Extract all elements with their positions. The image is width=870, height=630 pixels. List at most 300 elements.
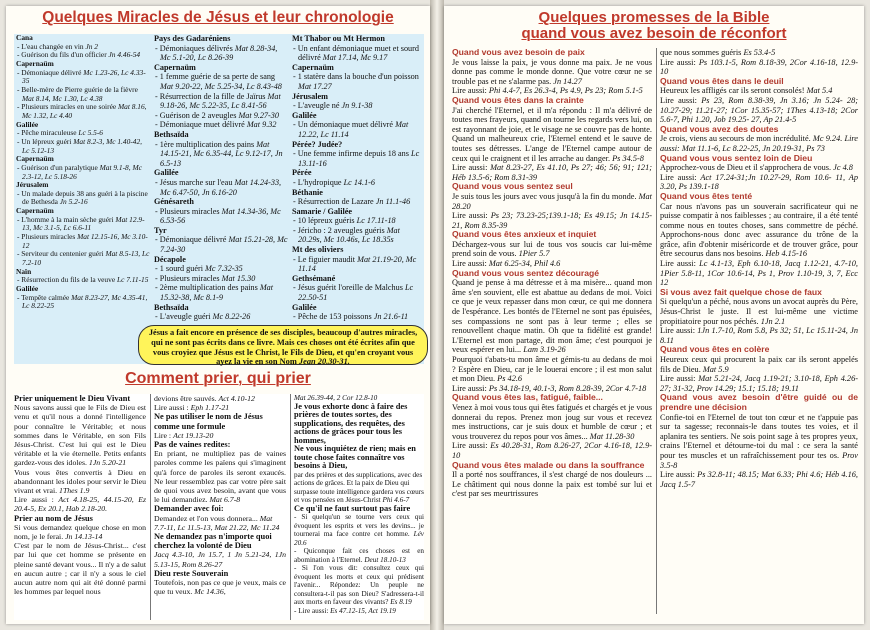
section-heading: Pas de vaines redites: [154,440,231,450]
miracles-column-1 [16,34,150,311]
entry [154,312,288,322]
entry-text: - Le figuier maudit [293,254,358,264]
entry-text: devions être sauvés. [154,394,219,403]
scripture-reference: Ps 34.5-8 [612,153,644,163]
entry-text: - Quiconque fait ces choses est en abomination à l'Eternel. [294,547,424,564]
section-heading: Si vous avez fait quelque chose de faux [660,286,822,297]
entry [452,240,652,259]
entry [660,134,858,153]
scripture-reference: Deut 18.10-13 [364,555,406,564]
entry [154,120,288,130]
scripture-reference: Ps 103.1-5, Rom 8.18-39, 2Cor 4.16-18, 12.9-10 [660,57,858,77]
entry [292,120,422,139]
section-heading: Quand vous êtes tenté [660,190,753,201]
entry [452,403,652,441]
scripture-reference: Mat 20.29s, Mc 10.46s, Lc 18.35s [298,225,400,245]
section-heading: Quand vous êtes en colère [660,344,770,355]
entry [660,173,858,192]
entry [292,149,422,168]
entry [292,178,422,188]
promises-column-2 [660,48,858,489]
entry-text: Lire aussi: [660,326,698,336]
section-heading: Cana [16,33,33,42]
scripture-reference: Jn 4.46-54 [108,50,141,60]
scripture-reference: 1Jn 2.1 [760,316,786,326]
scripture-reference: Jn 14.27 [553,76,582,86]
entry-text: - 2ème multiplication des pains [155,283,260,293]
entry-text: Vous vous êtes convertis à Dieu en abandonnant les idoles pour servir le Dieu vivant et vrai. [14,467,146,496]
scripture-reference: Mat 14.24-33, Mc 6.47-50, Jn 6.16-20 [160,177,282,197]
scripture-reference: Mat 21.19-20, Mc 11.14 [298,254,417,274]
entry [660,48,858,58]
entry [154,92,288,111]
scripture-reference: 1Pier 5.7 [518,249,550,259]
entry-text: - L'aveugle né [293,101,342,111]
section-heading: Dieu reste Souverain [154,568,229,578]
entry-text: Car nous n'avons pas un souverain sacrificateur qui ne puisse compatir à nos faiblesses ; au contraire, il a été tenté comme nous en toutes choses, sans commettre de péché. Approchons-nous donc avec assurance du trône de la grâce, afin d'obtenir miséricorde et de trouver grâce, pour être secourus dans nos besoins. [660,201,858,259]
entry-text: - Si quelqu'un se tourne vers ceux qui évoquent les esprits et vers les devins... je tournerai ma face contre cet homme. [294,513,424,538]
section-heading: Galilée [16,284,39,294]
scripture-reference: Act 17.24-31;Jn 10.27-29, Rom 10.6- 11, Ap 3.20, Ps 139.1-18 [660,172,858,192]
section-heading: Galilée [292,110,317,120]
scripture-reference: Es 53.4-5 [743,48,776,57]
scripture-reference: Lc 22.50-51 [298,283,414,303]
entry [292,44,422,63]
entry [292,226,422,245]
scripture-reference: Mat 5.21-24, Jacq 1.19-21; 3.10-18, Eph 4.26-27; 31-32, Prov 14.29; 15.1; 15.18; 19.11 [660,374,858,393]
scripture-reference: Prov 3.5-8 [660,450,858,470]
entry [294,547,424,564]
entry-text: - Un malade depuis 38 ans guéri à la piscine de Bethesda [17,188,148,207]
scripture-reference: Mat 8.2-3, Mc 1.40-42, Lc 5.12-13 [22,136,142,155]
entry-text: - 1 femme guérie de sa perte de sang [155,72,276,82]
left-page [6,6,430,624]
entry [452,278,652,355]
section-heading: Galilée [292,302,317,312]
section-heading: Bethsaïda [154,302,189,312]
section-heading: Quand vous vous sentez découragé [452,267,600,278]
entry [154,207,288,226]
highlight-ref: Jean 20.30-31. [298,357,350,367]
entry-text: - Jésus marche sur l'eau [155,177,235,187]
entry [452,441,652,460]
entry-text: - L'hydropique [293,177,344,187]
entry-text: - Un démoniaque muet délivré [293,120,396,130]
scripture-reference: Mat 15.30 [221,273,256,283]
entry-text: - Jésus guérit l'oreille de Malchus [293,283,405,293]
promises-column-1 [452,48,652,499]
entry [16,216,150,233]
section-heading: Pays des Gadaréniens [154,34,231,43]
scripture-reference: Mc 1.23-26, Lc 4.33-35 [22,67,146,86]
section-heading: Prier au nom de Jésus [14,513,93,523]
entry-text: C'est par le nom de Jésus-Christ... c'est par lui que cet homme se présente en pleine santé devant vous... Il n'y a de salut en aucun autre ; car il n'y a sous le ciel aucun autre nom qui ait été donné parmi les hommes par lequel nous [14,541,146,597]
entry [660,58,858,77]
entry-text: - Démoniaques délivrés [155,43,235,53]
entry-text: Lire aussi: [452,163,491,173]
entry [660,96,858,125]
entry [292,101,422,111]
scripture-reference: Phi 4.4-7, Es 26.3-4, Ps 4.9, Ps 23; Rom 5.1-5 [488,86,643,96]
entry [452,192,652,211]
section-heading: Quand vous vous sentez seul [452,181,573,192]
section-heading: Quand vous êtes anxieux et inquiet [452,229,597,240]
section-heading: Je vous exhorte donc à faire des prières de toutes sortes, des supplications, des requêtes, des actions de grâces pour tous les hommes, [294,401,408,445]
entry-text: Lire aussi: [452,259,489,269]
entry-text: Il a porté nos souffrances, il s'est chargé de nos douleurs ... Le châtiment qui nous donne la paix est tombé sur lui et c'est par ses meurtrissures [452,470,652,499]
entry [154,283,288,302]
entry [292,255,422,274]
promises-title [444,6,864,46]
scripture-reference: Mat 12.15-16, Mc 3.10-12 [22,232,148,250]
entry-text: - 1 sourd guéri [155,264,206,274]
scripture-reference: Ps 34.18-19, 40.1-3, Rom 8.28-39, 2Cor 4.7-18 [488,383,647,393]
section-heading: Ce qu'il ne faut surtout pas faire [294,503,411,513]
entry [154,449,286,504]
section-heading: Quand vous avez des doutes [660,123,779,134]
promises-title-line-2: quand vous avez besoin de réconfort [521,24,787,42]
scripture-reference: Lév 20.6 [294,530,424,547]
entry [292,312,422,322]
scripture-reference: Mat 9.27-30 [238,110,279,120]
entry-text: Lire aussi: [452,383,489,393]
entry-text: - Pêche miraculeuse [17,128,79,138]
scripture-reference: Mat 9.18-26, Mc 5.22-35, Lc 8.41-56 [160,91,281,111]
entry [292,72,422,91]
section-heading: Capernaüm [16,206,54,216]
scripture-reference: 1Thes 1.9 [59,486,90,496]
highlight-text: Jésus a fait encore en présence de ses disciples, beaucoup d'autres miracles, qui ne sont pas écrits dans ce livre. Mais ces choses ont été écrites afin que vous croyiez que Jésus est le Christ, le Fils de Dieu, et qu'en croyant vous ayez la vie en son Nom [148,328,418,367]
entry [16,190,150,207]
miracles-column-3 [292,34,422,322]
entry-text: - L'homme à la main sèche guéri [17,214,116,224]
section-heading: Quand vous avez besoin d'être guidé ou de prendre une décision [660,392,858,412]
scripture-reference: Mc 9.24. Lire aussi: Mat 11.1-6, Lc 8.22-25, Jn 20.19-31, Ps 73 [660,134,858,153]
entry [14,495,146,513]
entry-text: Je vous laisse la paix, je vous donne ma paix. Je ne vous donne pas comme le monde donne. Que votre cœur ne se trouble pas et ne s'alarme pas. [452,57,652,86]
entry [660,202,858,260]
scripture-reference: Mc 7.32-35 [205,264,243,274]
entry-text: J'ai cherché l'Eternel, et il m'a répondu : Il m'a délivré de toutes mes frayeurs, quand on tourne les regards vers lui, on est rayonnant de joie, et le visage ne se couvre pas de honte. Quand un malheureux crie, l'Eternel entend et le sauve de toutes ses détresses. L'ange de l'Eternel campe autour de ceux qui le craignent et il les arrache au danger. [452,105,652,163]
scripture-reference: Ps 32.8-11; 48.15; Mat 6.33; Phi 4.6; Héb 4.16, Jacq 1.5-7 [660,470,858,489]
prayer-title: Comment prier, qui prier [125,370,311,387]
entry-text: - Résurrection du fils de la veuve [17,275,117,285]
entry-text: Si quelqu'un a péché, nous avons un avocat auprès du Père, Jésus-Christ le juste. Il est lui-même une victime propitiatoire pour nos péchés. [660,297,858,326]
scripture-reference: Jc 4.8 [833,163,853,173]
column-divider [656,48,657,614]
scripture-reference: Mat 17.27 [298,81,332,91]
entry-text: - Jéricho : 2 aveugles guéris [293,225,387,235]
miracles-title: Quelques Miracles de Jésus et leur chronologie [42,9,394,26]
scripture-reference: Mat 9.1-8, Mc 2.3-12, Lc 5.18-26 [22,162,142,181]
entry-text: Lire aussi: [452,211,491,221]
section-heading: Galilée [154,168,179,178]
entry-text: - Démoniaque muet délivré [155,120,247,130]
entry-text: Lire aussi: [660,470,698,480]
entry-text: Lire aussi: [660,95,702,105]
entry-text: - Démoniaque délivré [155,235,229,245]
entry-text: Approchez-vous de Dieu et il s'approchera de vous. [660,163,834,173]
entry-text: - Un lépreux guéri [17,136,74,146]
scripture-reference: Mat 28.20 [452,191,652,211]
entry-text: Lire aussi: [452,441,491,451]
scripture-reference: Mat 9.20-22, Mc 5.25-34, Lc 8.43-48 [160,81,282,91]
entry-text: - Démoniaque délivré [17,67,84,77]
section-heading: Ne pas utiliser le nom de Jésus comme une formule [154,412,263,431]
section-heading: Galilée [16,119,39,129]
scripture-reference: 1Jn 1.7-10, Rom 5.8, Ps 32; 51, Lc 15.11-24, Jn 8.11 [660,326,858,345]
entry [660,259,858,288]
entry [452,211,652,230]
entry-text: Lire : [154,430,174,440]
scripture-reference: Jn 5.2-16 [59,197,88,207]
column-divider [150,394,151,620]
entry [660,163,858,173]
entry [154,514,286,532]
scripture-reference: Jn 21.6-11 [373,312,409,322]
section-heading: Quand vous êtes malade ou dans la souffrance [452,459,645,470]
scripture-reference: Jn 9.1-38 [341,101,373,111]
prayer-box [14,394,424,620]
entry [292,197,422,207]
scripture-reference: Mat 12.9-13, Mc 3.1-5, Lc 6.6-11 [22,214,145,233]
section-heading: Génésareth [154,197,194,207]
section-heading: Mt des oliviers [292,245,344,255]
entry [294,513,424,547]
scripture-reference: Lc 14.1-6 [343,177,375,187]
entry-text: - Plusieurs miracles [17,232,78,242]
entry-text: - Lire aussi: [294,606,331,615]
section-heading: Capernaüm [16,154,54,164]
scripture-reference: Mat 26.39-44, 2 Cor 12.8-10 [294,394,378,402]
entry [452,355,652,384]
entry-text: - Plusieurs miracles [155,273,222,283]
entry [14,468,146,496]
scripture-reference: Mat 15.21-28, Mc 7.24-30 [160,235,288,255]
entry [16,69,150,86]
entry-text: Lire aussi: [660,374,699,384]
entry [294,564,424,607]
promises-title-line-1: Quelques promesses de la Bible [538,9,770,26]
scripture-reference: Es 8.19 [390,598,412,606]
scripture-reference: Jn 2 [85,41,98,51]
scripture-reference: Es 40.28-31, Rom 8.26-27, 2Cor 4.16-18, 12.9-10 [452,441,652,460]
scripture-reference: Mc 14.36, [194,587,226,597]
miracles-box [14,33,424,367]
scripture-reference: Mat 5.9 [702,364,729,374]
entry-text: - Résurrection de Lazare [293,197,376,207]
scripture-reference: Act 4.10-12 [218,394,255,403]
entry-text: Lire aussi: [660,172,701,182]
section-heading: Jérusalem [16,180,49,190]
scripture-reference: Mat 7.7-11, Lc 11.5-13, Mat 21.22, Mc 11.24 [154,513,280,532]
entry-text: Venez à moi vous tous qui êtes fatigués et chargés et je vous donnerai du repos. Prenez mon joug sur vous et recevez mes instructions, car je suis doux et humble de cœur ; et vous trouverez du repos pour vos âmes... [452,402,652,441]
section-heading: Gethsémané [292,273,336,283]
section-heading: Quand vous êtes dans le deuil [660,75,784,86]
entry-text: - Un enfant démoniaque muet et sourd délivré [293,43,419,63]
entry [14,541,146,596]
entry [154,394,286,403]
entry [660,470,858,489]
miracles-column-2 [154,34,288,322]
entry-text: Je suis tous les jours avec vous jusqu'à la fin du monde. [452,191,639,201]
entry [154,235,288,254]
section-heading: Capernaüm [292,62,334,72]
entry-text: Déchargez-vous sur lui de tous vos soucis car lui-même prend soin de vous. [452,239,652,259]
scripture-reference: Jn 11.1-46 [375,197,411,207]
scripture-reference: Jacq 4.3-10, Jn 15.7, 1 Jn 5.21-24, 1Jn 5.13-15, Rom 8.26-27 [154,550,286,569]
scripture-reference: Eph 1.17-21 [190,403,230,413]
scripture-reference: Mat 9.32 [246,120,277,130]
entry-text: - Résurrection de la fille de Jaïrus [155,91,268,101]
entry-text: Pourquoi t'abats-tu mon âme et gémis-tu au dedans de moi ? Espère en Dieu, car je le louerai encore ; il est mon salut et mon Dieu. [452,355,652,384]
entry-text: - Plusieurs miracles en une soirée [17,102,118,112]
entry [660,86,858,96]
section-heading: Quand vous êtes dans la crainte [452,94,584,105]
entry [16,164,150,181]
entry [660,413,858,471]
section-heading: Prier uniquement le Dieu Vivant [14,394,131,403]
scripture-reference: Phi 4.6-7 [382,496,410,504]
entry [154,44,288,63]
scripture-reference: 1Jn 5.20-21 [88,458,127,468]
section-heading: Quand vous vous sentez loin de Dieu [660,152,813,163]
section-heading: Béthanie [292,187,323,197]
section-heading: Pérée [292,168,312,178]
scripture-reference: Mat 12.22, Lc 11.14 [298,120,409,139]
entry [294,607,424,616]
entry [154,431,286,440]
entry [14,403,146,467]
scripture-reference: Mat 8.16, Mc 1.32, Lc 4.40 [22,102,147,120]
entry [154,111,288,121]
section-heading: Ne demandez pas n'importe quoi cherchez la volonté de Dieu [154,532,272,551]
entry [154,578,286,596]
entry [154,550,286,568]
entry-text: Heureux les affligés car ils seront consolés! [660,86,807,96]
scripture-reference: Mat 11.28-30 [589,431,635,441]
entry-text: Heureux ceux qui procurent la paix car ils seront appelés fils de Dieu. [660,355,858,374]
entry [154,403,286,412]
entry-text: Nous savons aussi que le Fils de Dieu est venu et qu'il nous a donné l'intelligence pour connaître le Véritable; et nous sommes dans le Véritable, en son Fils Jésus-Christ. C'est lui qui est le Dieu véritable et la vie éternelle. Petits enfants gardez-vous des idoles. [14,403,146,468]
entry [154,274,288,284]
section-heading: Capernaüm [16,58,54,68]
entry-text: Lire aussi: [660,259,700,269]
scripture-reference: Mat 14.34-36, Mc 6.53-56 [160,206,281,226]
entry [660,297,858,326]
entry-text: Toutefois, non pas ce que je veux, mais ce que tu veux. [154,578,286,597]
entry-text: Lire aussi : [154,403,191,413]
entry-text: - Si l'on vous dit: consultez ceux qui évoquent les morts et ceux qui prédisent l'avenir... Répondez: Un peuple ne consultera-t-il pas son Dieu? S'adressera-t-il aux morts en faveur des vivants? [294,564,424,606]
entry-text: - Une femme infirme depuis 18 ans [293,149,412,159]
scripture-reference: Mat 8.28-34, Mc 5.1-20, Lc 8.26-39 [160,43,278,63]
scripture-reference: Mat 8.23-27, Es 41.10, Ps 27; 46; 56; 91; 121; Héb 13.5-6; Rom 8.31-39 [452,163,652,182]
section-heading: Jérusalem [292,91,328,101]
scripture-reference: Act 19.13-20 [173,430,214,440]
entry-text: En priant, ne multipliez pas de vaines paroles comme les païens qui s'imaginent qu'à force de paroles ils seront exaucés. Ne leur ressemblez pas car votre père sait de quoi vous avez besoin, avant que vous le lui demandiez. [154,449,286,505]
entry [154,140,288,169]
entry [452,470,652,499]
scripture-reference: Mat 5.4 [806,86,833,96]
scripture-reference: Mat 15.32-38, Mc 8.1-9 [160,283,274,303]
highlight-quote [138,325,428,365]
section-heading: Pérée? Judée? [292,139,343,149]
section-heading: Ne vous inquiétez de rien; mais en toute chose faites connaître vos besoins à Dieu, [294,444,416,470]
section-heading: Demander avec foi: [154,504,224,514]
scripture-reference: Mat 8.5-13, Lc 7.2-10 [22,249,150,268]
entry [154,264,288,274]
scripture-reference: Mat 6.7-8 [209,495,241,505]
scripture-reference: Mc 8.22-26 [212,312,251,322]
entry [16,250,150,267]
right-page [444,6,864,624]
section-heading: Tyr [154,225,167,235]
section-heading: Samarie / Galilée [292,206,353,216]
entry [16,233,150,250]
entry-text: - Belle-mère de Pierre guérie de la fièvre [17,84,138,94]
entry-text: - Guérison du fils d'un officier [17,50,109,60]
entry-text: Lire aussi: [452,86,489,96]
entry-text: - 1 statère dans la bouche d'un poisson [293,72,419,82]
scripture-reference: Lc 7.11-15 [116,275,149,285]
section-heading: Quand vous avez besoin de paix [452,47,585,57]
entry [294,471,424,505]
entry-text: - L'aveugle guéri [155,312,213,322]
section-heading: Naïn [16,266,32,276]
entry-text: que nous sommes guéris [660,48,744,57]
entry [452,163,652,182]
entry-text: Si vous demandez quelque chose en mon nom, je le ferai. [14,522,146,542]
entry [660,326,858,345]
scripture-reference: Mat 6.25-34, Phil 4.6 [488,259,561,269]
entry [452,106,652,164]
entry-text: - Plusieurs miracles [155,206,222,216]
scripture-reference: Lam 3.19-26 [523,345,566,355]
entry-text: - Serviteur du centenier guéri [17,249,106,259]
entry [452,58,652,87]
scripture-reference: Lc 5.5-6 [78,128,103,138]
entry-text: - Pêche de 153 poissons [293,312,374,322]
section-heading: Quand vous êtes las, fatigué, faible... [452,392,603,403]
scripture-reference: Mat 8.23-27, Mc 4.35-41, Lc 8.22-25 [22,292,148,311]
scripture-reference: Ps 23; 73.23-25;139.1-18; Es 49.15; Jn 14.15-21, Rom 8.35-39 [452,211,652,230]
scripture-reference: Lc 13.11-16 [298,149,420,168]
scripture-reference: Mat 8.14, Mc 1.30, Lc 4.38 [22,93,103,103]
section-heading: Bethsaïda [154,129,189,139]
scripture-reference: Ps 42.6 [497,374,523,384]
entry-text: Lire aussi : [14,495,59,505]
prayer-column-2 [154,394,286,596]
entry-text: - 1ère multiplication des pains [155,139,257,149]
scripture-reference: Mat 14.15-21, Mc 6.35-44, Lc 9.12-17, Jn 6.5-13 [160,139,283,168]
entry [16,138,150,155]
section-heading: Capernaüm [154,62,196,72]
column-divider [290,394,291,620]
entry-text: Quand je pense à ma détresse et à ma misère... quand mon âme s'en souvient, elle est abattue au dedans de moi. Voici ce que je veux repasser dans mon cœur, ce qui me donnera de l'espérance. Les bontés de l'Eternel ne sont pas épuisées, ses compassions ne sont pas à leur terme ; elles se renouvellent chaque matin. Oh que ta fidélité est grande! L'Eternel est mon partage, dit mon âme; c'est pourquoi je veux espérer en lui... [452,278,652,355]
entry-text: Confie-toi en l'Eternel de tout ton cœur et ne t'appuie pas sur ta sagesse; reconnais-le dans toutes tes voies, et il aplanira tes sentiers. Ne sois point sage à tes propres yeux, crains l'Eternel et détourne-toi du mal : ce sera la santé pour tes muscles et un rafraîchissement pour tes os. [660,412,858,460]
entry [16,103,150,120]
entry-text: Lire aussi: [660,57,699,67]
entry [292,216,422,226]
section-heading: Mt Thabor ou Mt Hermon [292,34,385,43]
entry [660,374,858,393]
entry [16,86,150,103]
entry-text: - Guérison de 2 aveugles [155,110,239,120]
entry-text: - Tempête calmée [17,292,72,302]
entry [14,523,146,541]
scripture-reference: Jn 14.13-14 [65,532,103,542]
entry-text: Je crois, viens au secours de mon incrédulité. [660,134,813,144]
